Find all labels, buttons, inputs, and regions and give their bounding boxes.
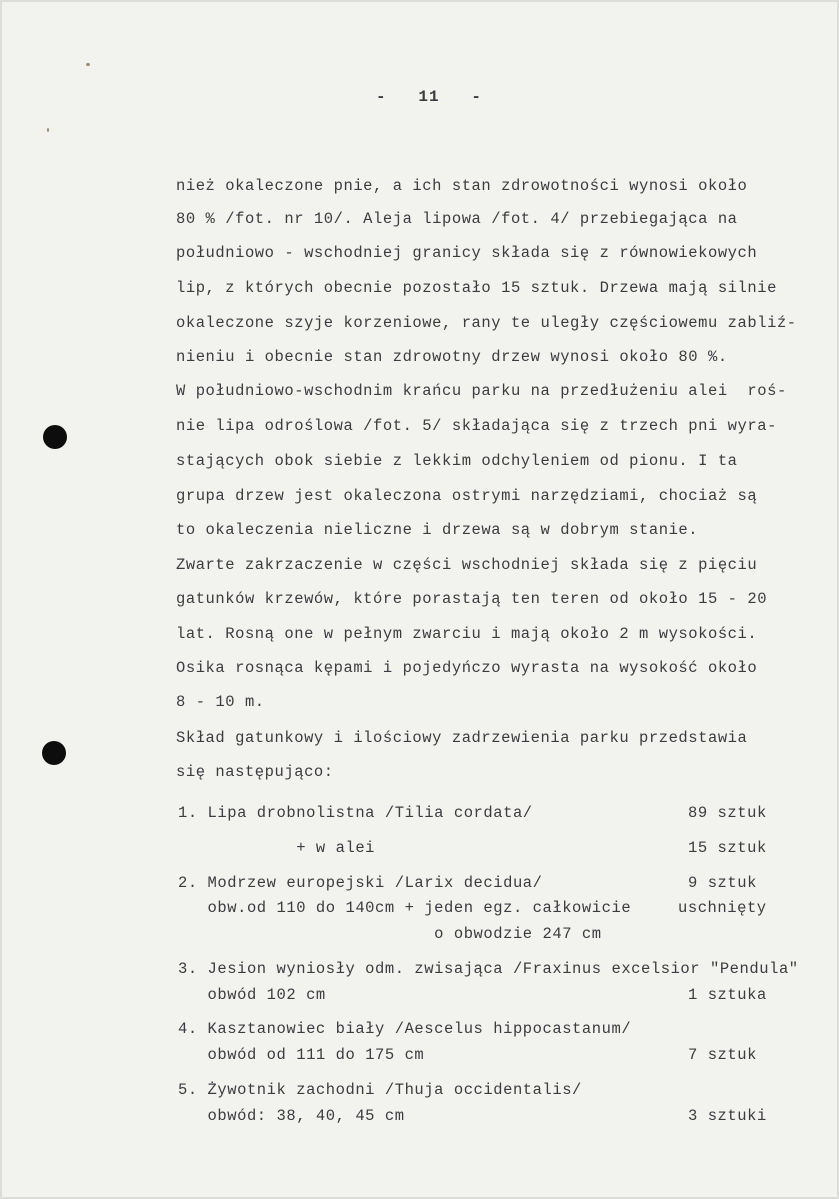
species-entry: 5. Żywotnik zachodni /Thuja occidentalis/ (178, 1081, 582, 1099)
species-entry: obw.od 110 do 140cm + jeden egz. całkowicie (178, 899, 632, 917)
paragraph-line: to okaleczenia nieliczne i drzewa są w dobrym stanie. (176, 521, 699, 539)
paragraph-line: Zwarte zakrzaczenie w części wschodniej składa się z pięciu (176, 556, 758, 574)
paragraph-line: nież okaleczone pnie, a ich stan zdrowotności wynosi około (176, 177, 748, 195)
species-count: 7 sztuk (688, 1046, 757, 1064)
paragraph-line: południowo - wschodniej granicy składa się z równowiekowych (176, 244, 758, 262)
paragraph-line: Osika rosnąca kępami i pojedyńczo wyrasta na wysokość około (176, 659, 758, 677)
paragraph-line: gatunków krzewów, które porastają ten teren od około 15 - 20 (176, 590, 768, 608)
species-entry: 4. Kasztanowiec biały /Aescelus hippocastanum/ (178, 1020, 632, 1038)
punch-hole-top (43, 425, 67, 449)
species-entry: 3. Jesion wyniosły odm. zwisająca /Fraxinus excelsior "Pendula" (178, 960, 799, 978)
species-entry: obwód: 38, 40, 45 cm (178, 1107, 405, 1125)
species-count: 9 sztuk (688, 874, 757, 892)
punch-hole-bottom (42, 741, 66, 765)
species-entry: obwód 102 cm (178, 986, 326, 1004)
paragraph-line: okaleczone szyje korzeniowe, rany te uległy częściowemu zabliź- (176, 314, 797, 332)
species-entry: obwód od 111 do 175 cm (178, 1046, 425, 1064)
paragraph-line: 80 % /fot. nr 10/. Aleja lipowa /fot. 4/ przebiegająca na (176, 210, 738, 228)
species-entry: 1. Lipa drobnolistna /Tilia cordata/ (178, 804, 533, 822)
paragraph-line: stających obok siebie z lekkim odchyleniem od pionu. I ta (176, 452, 738, 470)
species-entry: + w alei (178, 839, 376, 857)
paragraph-line: lip, z których obecnie pozostało 15 sztuk. Drzewa mają silnie (176, 279, 777, 297)
species-count: 15 sztuk (688, 839, 767, 857)
species-count: 3 sztuki (688, 1107, 767, 1125)
paragraph-line: W południowo-wschodnim krańcu parku na przedłużeniu alei roś- (176, 382, 787, 400)
paragraph-line: Skład gatunkowy i ilościowy zadrzewienia parku przedstawia (176, 729, 748, 747)
page-number: - 11 - (376, 88, 483, 106)
species-count: 1 sztuka (688, 986, 767, 1004)
paragraph-line: lat. Rosną one w pełnym zwarciu i mają około 2 m wysokości. (176, 625, 758, 643)
paper-speck (47, 128, 49, 132)
species-entry: o obwodzie 247 cm (178, 925, 602, 943)
paragraph-line: nieniu i obecnie stan zdrowotny drzew wynosi około 80 %. (176, 348, 728, 366)
species-count: uschnięty (678, 899, 767, 917)
paragraph-line: się następująco: (176, 763, 334, 781)
paper-speck (86, 63, 90, 66)
species-count: 89 sztuk (688, 804, 767, 822)
paragraph-line: 8 - 10 m. (176, 693, 265, 711)
paragraph-line: nie lipa odroślowa /fot. 5/ składająca się z trzech pni wyra- (176, 417, 777, 435)
species-entry: 2. Modrzew europejski /Larix decidua/ (178, 874, 543, 892)
paragraph-line: grupa drzew jest okaleczona ostrymi narzędziami, chociaż są (176, 487, 758, 505)
